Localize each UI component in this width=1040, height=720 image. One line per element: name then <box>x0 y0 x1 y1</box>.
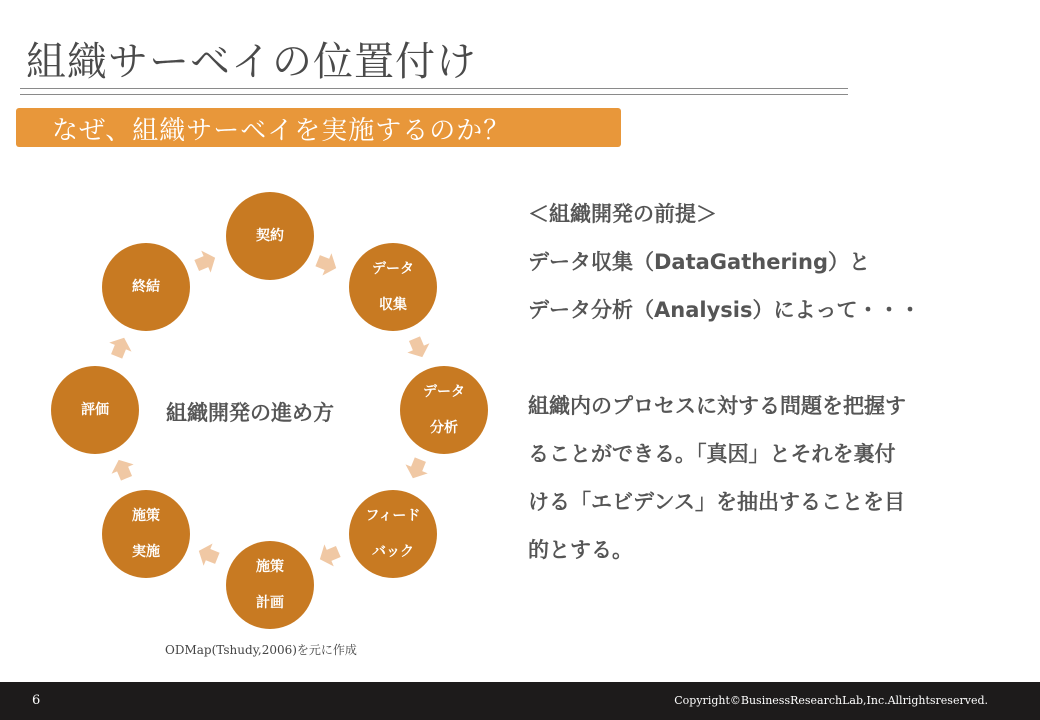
text-line: データ分析（Analysis）によって・・・ <box>528 298 921 322</box>
explanation-text <box>528 190 1018 574</box>
text-line: ることができる。「真因」とそれを裏付 <box>528 442 896 466</box>
step-label-line1: 施策 <box>256 559 284 575</box>
page-number: 6 <box>32 693 41 708</box>
step-label-line1: フィード <box>365 508 421 524</box>
arrow-planning-to-implementation <box>194 540 222 570</box>
arrow-analysis-to-feedback <box>402 455 432 483</box>
step-label-line2: 収集 <box>379 297 407 313</box>
copyright-text: Copyright©BusinessResearchLab,Inc.Allrightsreserved. <box>674 694 988 707</box>
cycle-step-closure <box>102 243 190 331</box>
slide-title: 組織サーベイの位置付け <box>26 39 477 85</box>
cycle-step-evaluation <box>51 366 139 454</box>
cycle-step-data-collection <box>349 243 437 331</box>
arrow-feedback-to-planning <box>315 540 343 570</box>
text-line: 組織内のプロセスに対する問題を把握す <box>528 394 906 418</box>
step-label-line2: 実施 <box>132 544 160 560</box>
text-line: 的とする。 <box>528 538 633 562</box>
step-label: 契約 <box>256 228 284 244</box>
source-note: ODMap(Tshudy,2006)を元に作成 <box>165 643 357 657</box>
text-line: ける「エビデンス」を抽出することを目 <box>528 490 905 514</box>
arrow-closure-to-contract <box>192 247 220 277</box>
step-label-line1: データ <box>372 261 414 277</box>
step-label-line1: 施策 <box>132 508 160 524</box>
premise-heading: ＜組織開発の前提＞ <box>528 202 717 226</box>
step-label-line2: 計画 <box>256 595 284 611</box>
arrow-collection-to-analysis <box>403 334 433 362</box>
step-label: 評価 <box>81 402 109 418</box>
arrow-evaluation-to-closure <box>106 333 136 361</box>
step-label-line2: バック <box>372 544 414 560</box>
cycle-step-implementation <box>102 490 190 578</box>
paragraph-spacer <box>528 334 1018 382</box>
arrow-implementation-to-evaluation <box>108 455 138 483</box>
cycle-step-contract <box>226 192 314 280</box>
cycle-center-label: 組織開発の進め方 <box>166 401 334 425</box>
arrow-contract-to-collection <box>313 250 341 280</box>
cycle-step-planning <box>226 541 314 629</box>
step-label-line2: 分析 <box>430 420 458 436</box>
step-label: 終結 <box>132 279 160 295</box>
step-label-line1: データ <box>423 384 465 400</box>
cycle-step-feedback <box>349 490 437 578</box>
text-line: データ収集（DataGathering）と <box>528 250 870 274</box>
cycle-step-data-analysis <box>400 366 488 454</box>
banner-text: なぜ、組織サーベイを実施するのか？ <box>52 116 511 146</box>
footer-bar <box>0 682 1040 720</box>
